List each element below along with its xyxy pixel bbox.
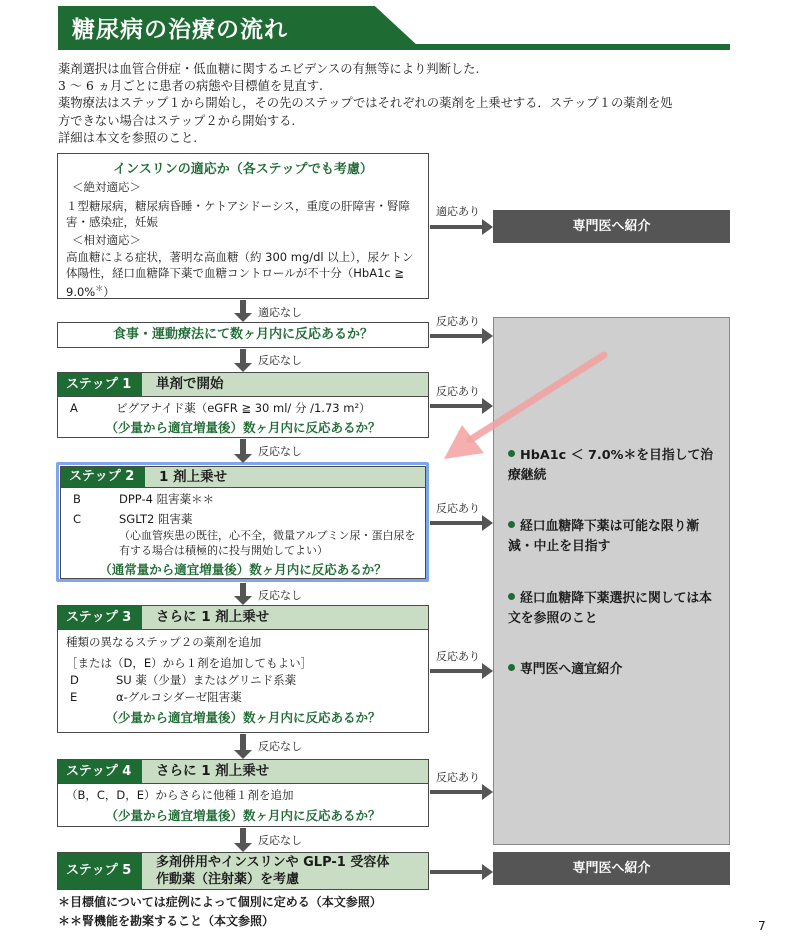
arrow-insulin-to-diet xyxy=(234,300,252,322)
insulin-indication-box xyxy=(57,153,429,299)
step-4-title: さらに 1 剤上乗せ xyxy=(156,763,270,779)
arrow-step2-to-step3 xyxy=(234,583,252,605)
drug-key: A xyxy=(70,401,78,415)
arrow-diet-to-panel xyxy=(430,326,493,346)
no-response-label: 反応なし xyxy=(258,445,302,458)
drug-key: D xyxy=(70,673,79,687)
drug-key: B xyxy=(73,492,81,506)
step-3-title: さらに 1 剤上乗せ xyxy=(156,609,270,625)
arrow-insulin-to-referral xyxy=(430,217,493,237)
drug-text: DPP-4 阻害薬＊＊ xyxy=(119,492,215,506)
step-1-label: ステップ 1 xyxy=(58,373,142,396)
intro-line: 詳細は本文を参照のこと. xyxy=(58,130,198,145)
step-3-item-d xyxy=(58,672,428,689)
bullet-dot xyxy=(508,593,515,600)
referral-box-top: 専門医へ紹介 xyxy=(493,210,730,243)
title-underline xyxy=(58,44,730,50)
arrow-step1-to-step2 xyxy=(234,439,252,463)
annotation-arrow xyxy=(430,345,620,475)
step-2-highlight xyxy=(56,462,429,582)
drug-text: α-グルコシダーゼ阻害薬 xyxy=(116,690,242,704)
step-4-line: （B，C，D，E）からさらに他種１剤を追加 xyxy=(66,788,294,802)
panel-bullet-referral xyxy=(508,660,718,680)
absolute-indication-heading: ＜絶対適応＞ xyxy=(72,180,141,194)
panel-bullet-taper xyxy=(508,517,718,557)
arrow-step3-to-panel xyxy=(430,661,493,681)
step-5-box xyxy=(57,852,429,890)
page-number: 7 xyxy=(758,919,766,933)
response-label: 反応あり xyxy=(436,771,480,784)
absolute-indication-text: １型糖尿病，糖尿病昏睡・ケトアシドーシス，重度の肝障害・腎障害・感染症，妊娠 xyxy=(66,199,410,229)
step-5-label: ステップ 5 xyxy=(58,853,142,889)
no-response-label: 反応なし xyxy=(258,354,302,367)
step-4-header xyxy=(58,760,428,784)
intro-line: 3 ～ 6 ヵ月ごとに患者の病態や目標値を見直す. xyxy=(58,79,323,94)
drug-key: E xyxy=(70,690,78,704)
bullet-dot xyxy=(508,664,515,671)
step-1-item-a xyxy=(58,400,428,417)
intro-line: 方できない場合はステップ２から開始する. xyxy=(58,113,296,128)
response-label: 反応あり xyxy=(436,315,480,328)
no-response-label: 反応なし xyxy=(258,740,302,753)
panel-text: 専門医へ適宜紹介 xyxy=(520,662,623,677)
response-label: 反応あり xyxy=(436,502,480,515)
diet-exercise-question: 食事・運動療法にて数ヶ月内に反応あるか？ xyxy=(112,327,373,342)
arrow-step4-to-panel xyxy=(430,782,493,802)
indicated-label: 適応あり xyxy=(436,205,480,218)
relative-indication-text xyxy=(66,249,420,300)
step-3-line: 種類の異なるステップ２の薬剤を追加 xyxy=(66,635,262,649)
step-2-title: 1 剤上乗せ xyxy=(159,469,228,485)
step-1-question: （少量から適宜増量後）数ヶ月内に反応あるか？ xyxy=(105,420,381,435)
relative-indication-heading: ＜相対適応＞ xyxy=(72,233,141,247)
title-bar xyxy=(58,6,730,50)
footnote-target: ＊目標値については症例によって個別に定める（本文参照） xyxy=(58,895,382,909)
not-indicated-label: 適応なし xyxy=(258,306,302,319)
step-5-title: 多剤併用やインスリンや GLP-1 受容体作動薬（注射薬）を考慮 xyxy=(156,855,390,887)
relative-indication-star: ＊ xyxy=(95,284,104,293)
step-3-item-e xyxy=(58,689,428,706)
response-label: 反応あり xyxy=(436,650,480,663)
step-1-header xyxy=(58,373,428,397)
no-response-label: 反応なし xyxy=(258,834,302,847)
step-2-question: （通常量から適宜増量後）数ヶ月内に反応あるか？ xyxy=(99,562,387,577)
step-3-line: ［または（D，E）から１剤を追加してもよい］ xyxy=(66,656,313,670)
arrow-step5-to-referral xyxy=(430,862,493,882)
intro-text xyxy=(58,61,748,147)
drug-key: C xyxy=(73,512,82,526)
page-title: 糖尿病の治療の流れ xyxy=(72,17,288,43)
arrow-diet-to-step1 xyxy=(234,349,252,372)
referral-box-bottom: 専門医へ紹介 xyxy=(493,852,730,885)
relative-indication-close: ） xyxy=(103,284,115,299)
relative-indication-body: 高血糖による症状，著明な高血糖（約 300 mg/dl 以上），尿ケトン体陽性，経口血糖降下薬で血糖コントロールが不十分（HbA1c ≧ 9.0% xyxy=(66,250,414,299)
panel-text: 経口血糖降下薬選択に関しては本文を参照のこと xyxy=(508,591,712,626)
panel-bullet-selection xyxy=(508,589,718,629)
intro-line: 薬剤選択は血管合併症・低血糖に関するエビデンスの有無等により判断した. xyxy=(58,62,480,76)
arrow-step2-to-panel xyxy=(430,513,493,533)
arrow-step3-to-step4 xyxy=(234,734,252,759)
step-3-box xyxy=(57,605,429,733)
step-3-question: （少量から適宜増量後）数ヶ月内に反応あるか？ xyxy=(105,710,381,725)
diet-exercise-box xyxy=(57,322,429,348)
step-1-title: 単剤で開始 xyxy=(156,376,224,392)
footnotes xyxy=(58,893,382,931)
arrow-step4-to-step5 xyxy=(234,828,252,852)
no-response-label: 反応なし xyxy=(258,589,302,602)
panel-text: HbA1c ＜ 7.0%＊を目指して治療継続 xyxy=(508,448,714,483)
drug-text: ビグアナイド薬（eGFR ≧ 30 ml/ 分 /1.73 m²） xyxy=(116,401,371,415)
drug-note: （心血管疾患の既往，心不全，微量アルブミン尿・蛋白尿を有する場合は積極的に投与開始してよい） xyxy=(119,529,416,557)
step-2-label: ステップ 2 xyxy=(61,467,145,487)
step-3-header xyxy=(58,606,428,630)
drug-text: SU 薬（少量）またはグリニド系薬 xyxy=(116,673,297,687)
step-3-label: ステップ 3 xyxy=(58,606,142,629)
intro-line: 薬物療法はステップ１から開始し，その先のステップではそれぞれの薬剤を上乗せする．ステップ１の薬剤を処 xyxy=(58,96,673,111)
footnote-renal: ＊＊腎機能を勘案すること（本文参照） xyxy=(58,914,275,928)
insulin-question: インスリンの適応か（各ステップでも考慮） xyxy=(113,162,373,177)
step-4-box xyxy=(57,759,429,827)
drug-text: SGLT2 阻害薬 xyxy=(119,512,193,526)
panel-text: 経口血糖降下薬は可能な限り漸減・中止を目指す xyxy=(508,519,700,554)
step-1-box xyxy=(57,372,429,438)
step-4-question: （少量から適宜増量後）数ヶ月内に反応あるか？ xyxy=(105,808,381,823)
step-4-label: ステップ 4 xyxy=(58,760,142,783)
response-label: 反応あり xyxy=(436,385,480,398)
bullet-dot xyxy=(508,521,515,528)
